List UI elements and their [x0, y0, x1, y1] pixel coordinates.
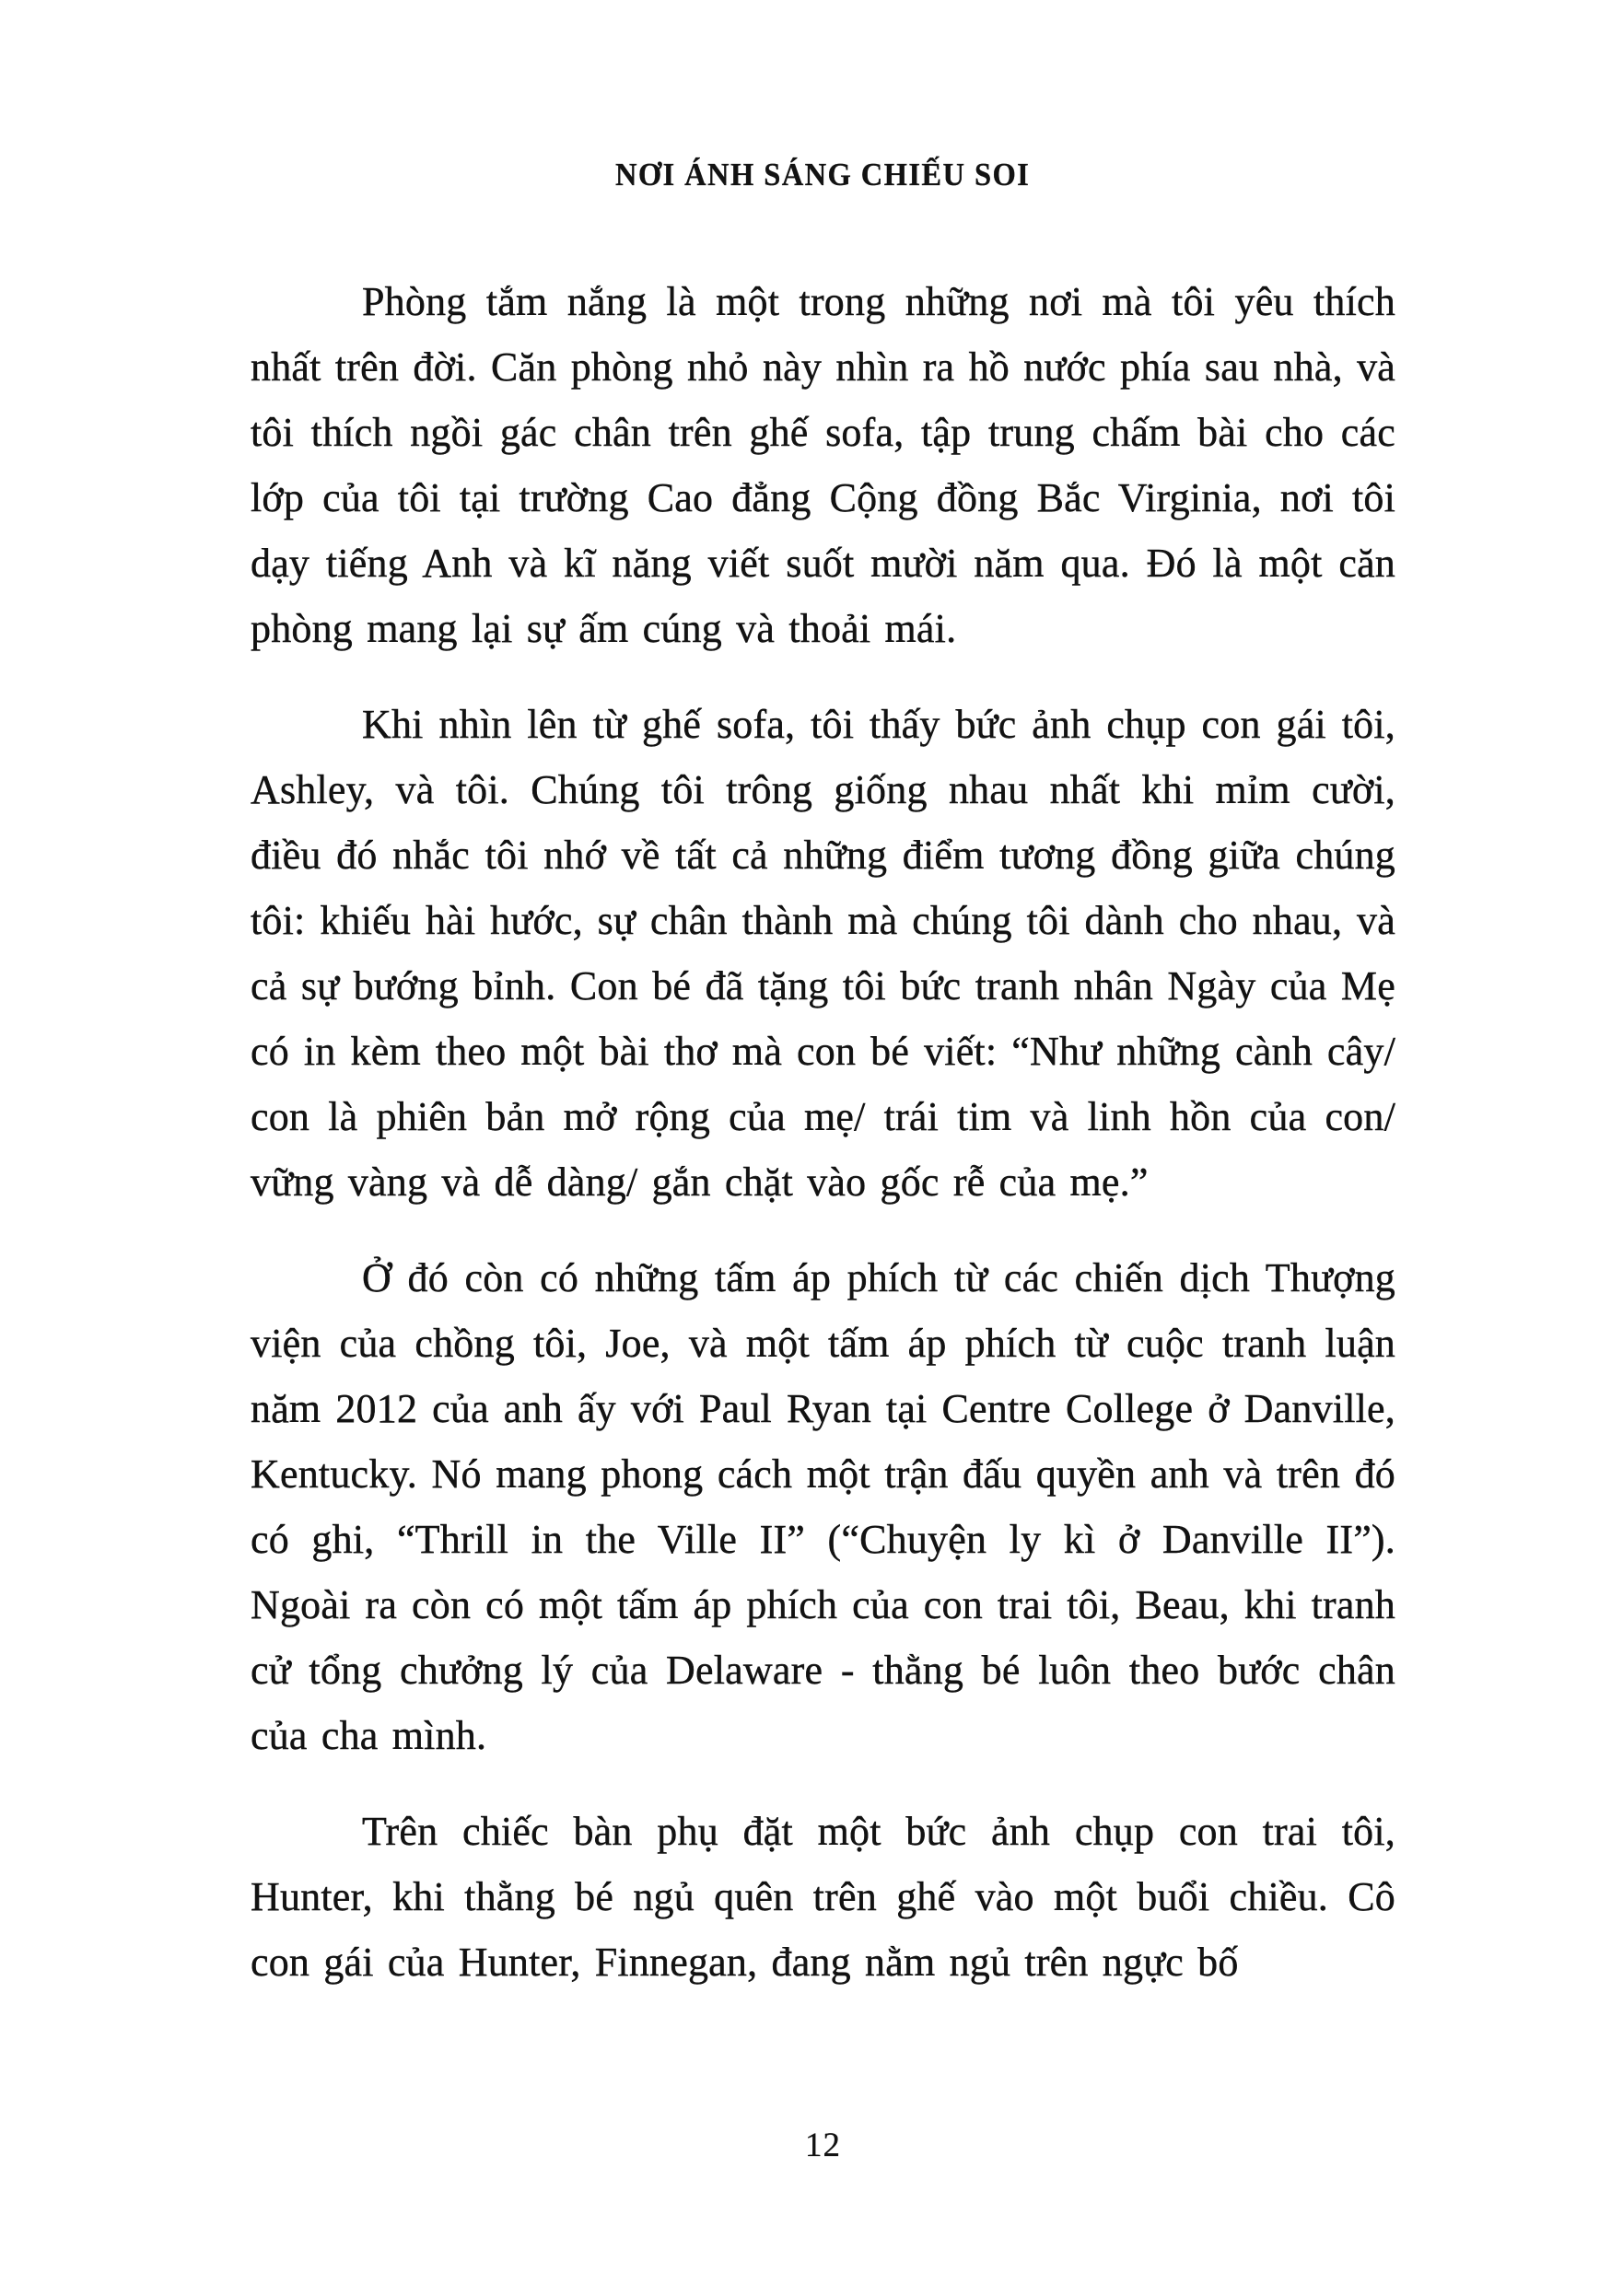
paragraph-2: Khi nhìn lên từ ghế sofa, tôi thấy bức ảnh chụp con gái tôi, Ashley, và tôi. Chúng tôi trông giống nhau nhất khi mỉm cười, điều đó nhắc tôi nhớ về tất cả những điểm tương đồng giữa chúng tôi: khiếu hài hước, sự chân thành mà chúng tôi dành cho nhau, và cả sự bướng bỉnh. Con bé đã tặng tôi bức tranh nhân Ngày của Mẹ có in kèm theo một bài thơ mà con bé viết: “Như những cành cây/ con là phiên bản mở rộng của mẹ/ trái tim và linh hồn của con/ vững vàng và dễ dàng/ gắn chặt vào gốc rễ của mẹ.”	[251, 702, 1395, 1205]
paragraph-1: Phòng tắm nắng là một trong những nơi mà tôi yêu thích nhất trên đời. Căn phòng nhỏ này nhìn ra hồ nước phía sau nhà, và tôi thích ngồi gác chân trên ghế sofa, tập trung chấm bài cho các lớp của tôi tại trường Cao đẳng Cộng đồng Bắc Virginia, nơi tôi dạy tiếng Anh và kĩ năng viết suốt mười năm qua. Đó là một căn phòng mang lại sự ấm cúng và thoải mái.	[251, 279, 1395, 651]
body-text	[251, 269, 1395, 2025]
page-number: 12	[805, 2127, 841, 2164]
page-footer	[251, 2126, 1395, 2165]
running-header-title: NƠI ÁNH SÁNG CHIẾU SOI	[615, 157, 1031, 192]
running-header	[251, 157, 1395, 193]
paragraph-4: Trên chiếc bàn phụ đặt một bức ảnh chụp con trai tôi, Hunter, khi thằng bé ngủ quên trên ghế vào một buổi chiều. Cô con gái của Hunter, Finnegan, đang nằm ngủ trên ngực bố	[251, 1809, 1395, 1985]
paragraph-3: Ở đó còn có những tấm áp phích từ các chiến dịch Thượng viện của chồng tôi, Joe, và một tấm áp phích từ cuộc tranh luận năm 2012 của anh ấy với Paul Ryan tại Centre College ở Danville, Kentucky. Nó mang phong cách một trận đấu quyền anh và trên đó có ghi, “Thrill in the Ville II” (“Chuyện ly kì ở Danville II”). Ngoài ra còn có một tấm áp phích của con trai tôi, Beau, khi tranh cử tổng chưởng lý của Delaware - thằng bé luôn theo bước chân của cha mình.	[251, 1255, 1395, 1758]
